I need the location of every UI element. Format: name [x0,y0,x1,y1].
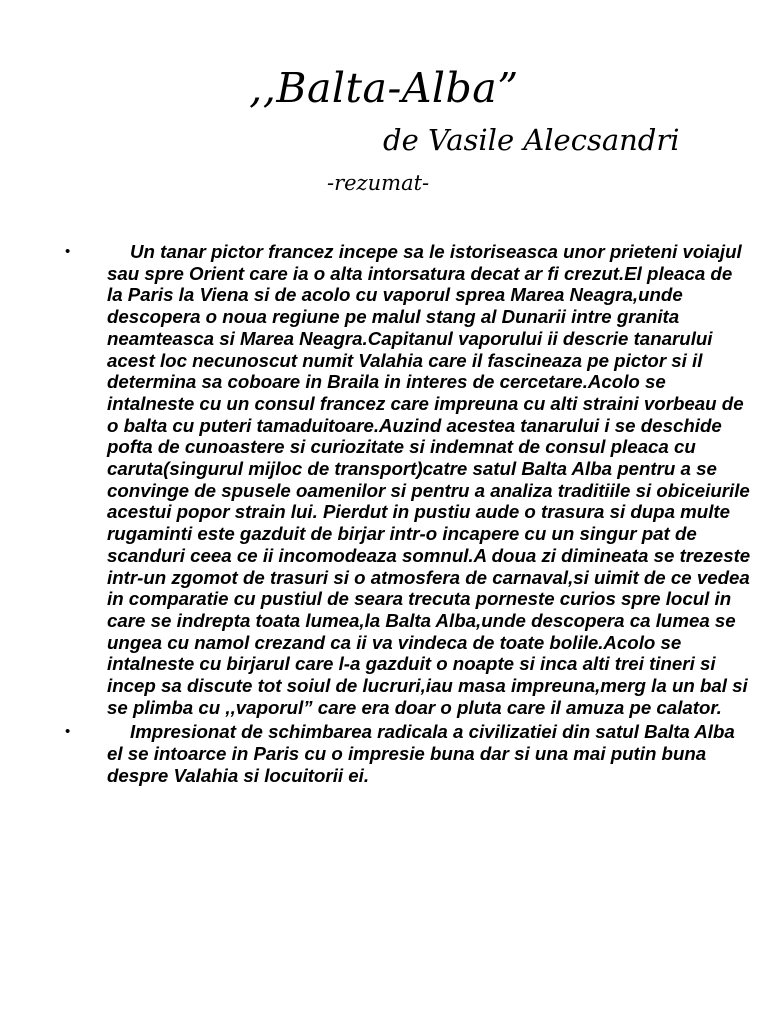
bullet-marker: • [65,723,71,741]
document-subtitle: -rezumat- [327,171,430,195]
summary-item-text: Impresionat de schimbarea radicala a civilizatiei din satul Balta Alba el se intoarce in Paris cu o impresie buna dar si una mai putin buna despre Valahia si locuitorii ei. [107,721,735,786]
summary-item-1 [62,241,752,718]
summary-item-text: Un tanar pictor francez incepe sa le istoriseasca unor prieteni voiajul sau spre Orient care ia o alta intorsatura decat ar fi crezut.El pleaca de la Paris la Viena si de acolo cu vaporul sprea Marea Neagra,unde descopera o noua regiune pe malul stang al Dunarii intre granita neamteasca si Marea Neagra.Capitanul vaporului ii descrie tanarului acest loc necunoscut numit Valahia care il fascineaza pe pictor si il determina sa coboare in Braila in interes de cercetare.Acolo se intalneste cu un consul francez care impreuna cu alti straini vorbeau de o balta cu puteri tamaduitoare.Auzind acestea tanarului i se deschide pofta de cunoastere si curiozitate si indemnat de consul pleaca cu caruta(singurul mijloc de transport)catre satul Balta Alba pentru a se convinge de spusele oamenilor si pentru a analiza traditiile si obiceiurile acestui popor strain lui. Pierdut in pustiu aude o trasura si dupa multe rugaminti este gazduit de birjar intr-o incapere cu un singur pat de scanduri ceea ce ii incomodeaza somnul.A doua zi dimineata se trezeste intr-un zgomot de trasuri si o atmosfera de carnaval,si uimit de ce vedea in comparatie cu pustiul de seara trecuta porneste curios spre locul in care se indrepta toata lumea,la Balta Alba,unde descopera ca lumea se ungea cu namol crezand ca ii va vindeca de toate bolile.Acolo se intalneste cu birjarul care l-a gazduit o noapte si inca alti trei tineri si incep sa discute tot soiul de lucruri,iau masa impreuna,merg la un bal si se plimba cu ,,vaporul” care era doar o pluta care il amuza pe calator. [107,241,751,718]
summary-list [62,241,752,790]
summary-item-2 [62,721,752,786]
document-title: ,,Balta-Alba” [249,64,519,112]
document-author: de Vasile Alecsandri [383,123,680,157]
bullet-marker: • [65,243,71,260]
